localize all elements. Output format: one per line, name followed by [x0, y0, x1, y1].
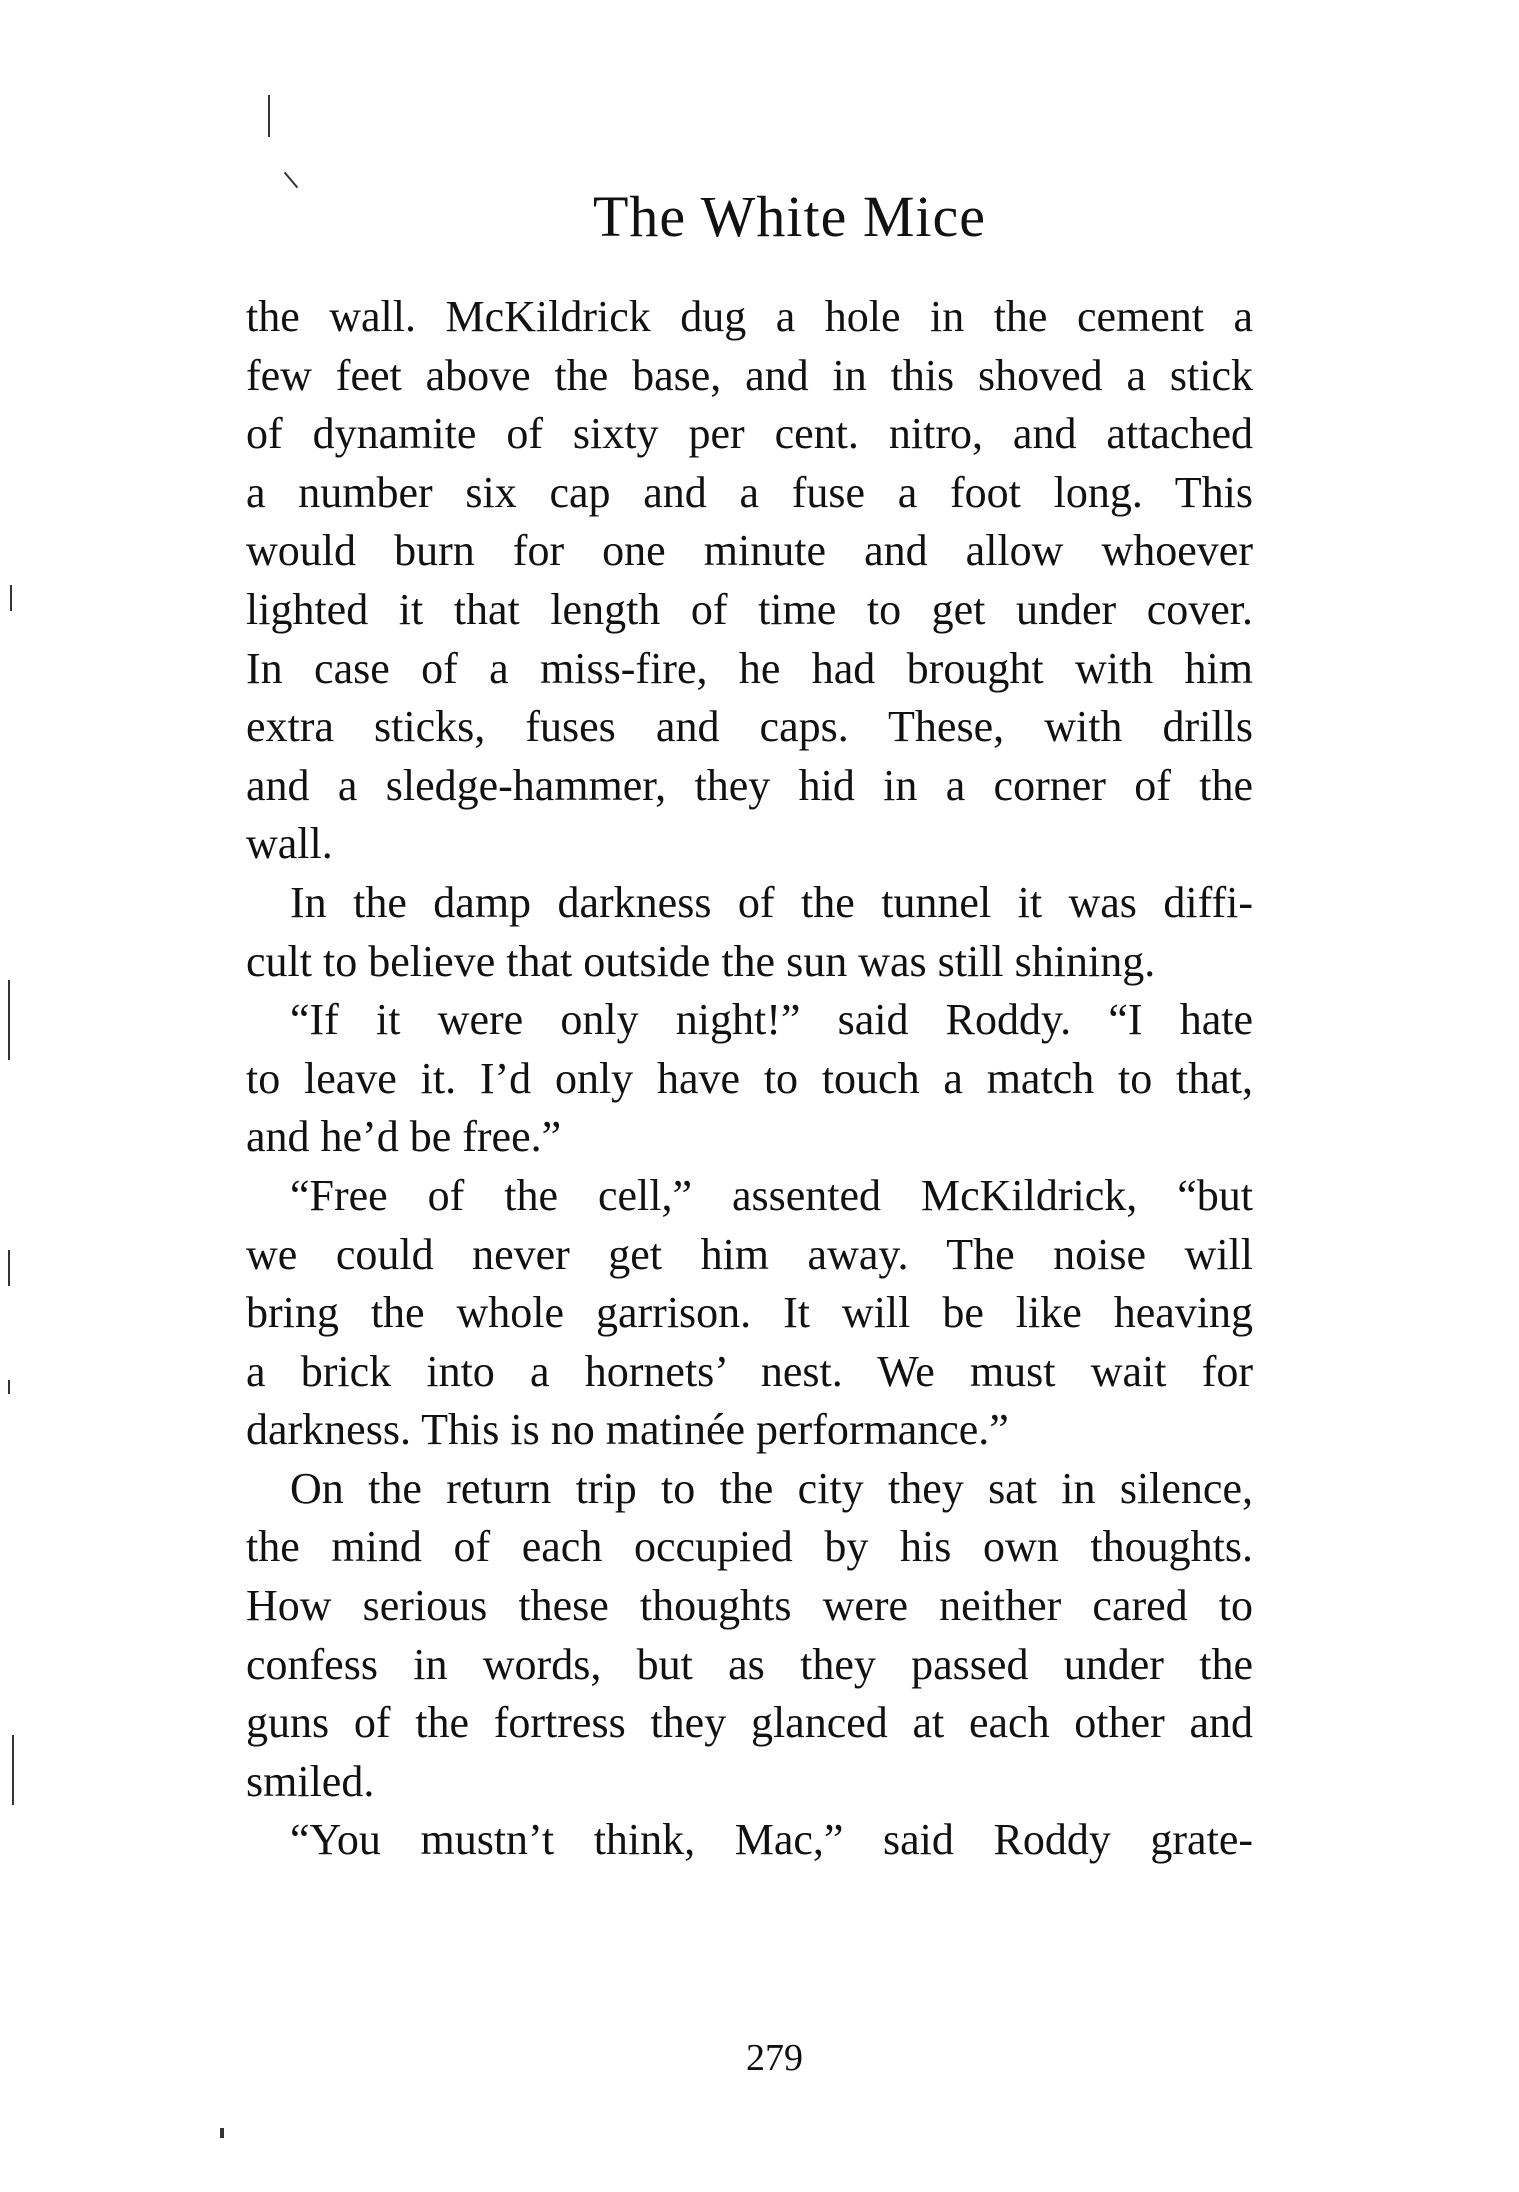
text-line: “If it were only night!” said Roddy. “I hate: [290, 995, 1253, 1045]
text-line: and he’d be free.”: [246, 1112, 562, 1162]
text-line: would burn for one minute and allow whoever: [246, 526, 1253, 576]
body-text: [246, 288, 1253, 1870]
scan-mark: [8, 1250, 10, 1286]
paragraph: [246, 1460, 1253, 1812]
text-line: On the return trip to the city they sat in silence,: [290, 1463, 1253, 1513]
paragraph: [246, 1811, 1253, 1870]
page-number: 279: [746, 2037, 803, 2079]
text-line: darkness. This is no matinée performance.”: [246, 1405, 1009, 1455]
text-line: extra sticks, fuses and caps. These, with drills: [246, 702, 1253, 752]
text-line: How serious these thoughts were neither cared to: [246, 1581, 1253, 1631]
text-line: few feet above the base, and in this shoved a stick: [246, 350, 1253, 400]
scan-mark: [8, 1380, 10, 1394]
text-line: confess in words, but as they passed under the: [246, 1639, 1253, 1689]
text-line: a brick into a hornets’ nest. We must wait for: [246, 1346, 1253, 1396]
text-line: and a sledge-hammer, they hid in a corner of the: [246, 760, 1253, 810]
text-line: In case of a miss-fire, he had brought with him: [246, 643, 1253, 693]
text-line: we could never get him away. The noise will: [246, 1229, 1253, 1279]
paragraph: [246, 1167, 1253, 1460]
text-line: cult to believe that outside the sun was still shining.: [246, 936, 1156, 986]
text-line: In the damp darkness of the tunnel it was diffi-: [290, 877, 1253, 927]
paragraph: [246, 288, 1253, 874]
running-head: The White Mice: [592, 184, 986, 249]
text-line: lighted it that length of time to get under cover.: [246, 584, 1253, 634]
text-line: a number six cap and a fuse a foot long. This: [246, 467, 1253, 517]
text-line: smiled.: [246, 1756, 375, 1806]
text-line: the mind of each occupied by his own thoughts.: [246, 1522, 1253, 1572]
text-line: “Free of the cell,” assented McKildrick, “but: [290, 1170, 1253, 1220]
scan-mark: [12, 1735, 14, 1805]
text-line: the wall. McKildrick dug a hole in the cement a: [246, 292, 1253, 341]
scan-mark: [10, 585, 12, 611]
paragraph: [246, 991, 1253, 1167]
text-line: guns of the fortress they glanced at each other and: [246, 1698, 1253, 1748]
scan-mark: [268, 95, 270, 137]
text-line: wall.: [246, 819, 333, 869]
scan-mark: [8, 980, 10, 1060]
scan-mark: [284, 172, 298, 189]
paragraph: [246, 874, 1253, 991]
scan-mark: [220, 2128, 224, 2138]
text-line: bring the whole garrison. It will be like heaving: [246, 1288, 1253, 1338]
text-line: to leave it. I’d only have to touch a match to that,: [246, 1053, 1253, 1103]
text-line: “You mustn’t think, Mac,” said Roddy grate-: [290, 1815, 1253, 1865]
text-line: of dynamite of sixty per cent. nitro, and attached: [246, 409, 1253, 459]
